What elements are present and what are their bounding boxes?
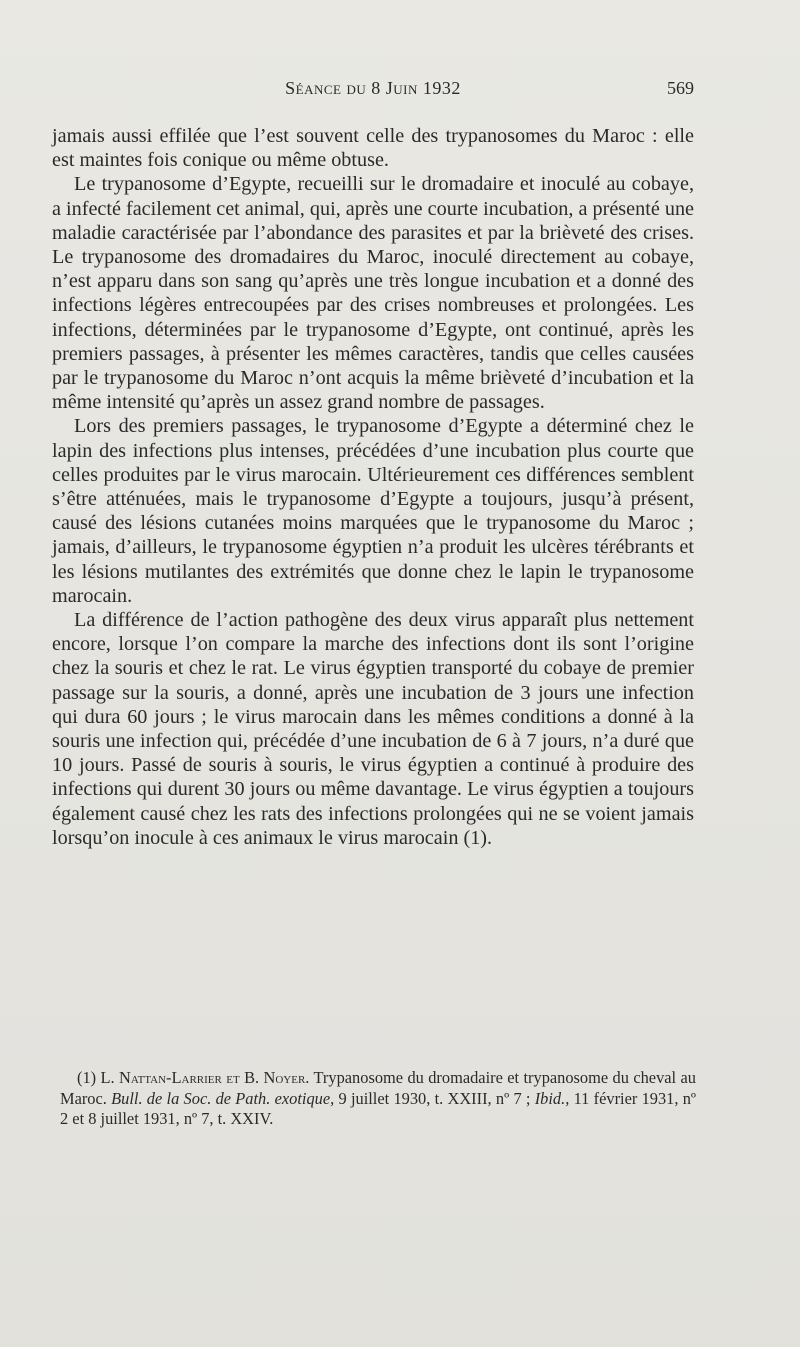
footnote-marker: (1): [77, 1068, 97, 1087]
paragraph: jamais aussi effilée que l’est souvent celle des trypanosomes du Maroc : elle est maintes fois conique ou même obtuse.: [52, 125, 694, 172]
footnote-ibid: Ibid.,: [534, 1088, 570, 1108]
body-text: [52, 124, 694, 850]
running-head: Séance du 8 Juin 1932: [285, 78, 461, 98]
paragraph: Le trypanosome d’Egypte, recueilli sur le dromadaire et inoculé au cobaye, a infecté facilement cet animal, qui, après une courte incubation, a présenté une maladie caractérisée par l’abondance des parasites et par la brièveté des crises. Le trypanosome des dromadaires du Maroc, inoculé directement au cobaye, n’est apparu dans son sang qu’après une très longue incubation et a donné des infections légères entrecoupées par des crises nombreuses et prolongées. Les infections, déterminées par le trypanosome d’Egypte, ont continué, après les premiers passages, à présenter les mêmes caractères, tandis que celles causées par le trypanosome du Maroc n’ont acquis la même brièveté d’incubation et la même intensité qu’après un assez grand nombre de passages.: [52, 173, 694, 414]
footnote-title: Trypanosome du dromadaire et trypanosome du cheval au Maroc.: [60, 1068, 696, 1108]
footnote: [60, 1068, 696, 1130]
footnote-authors: L. Nattan-Larrier et B. Noyer.: [100, 1068, 310, 1087]
paragraph: La différence de l’action pathogène des deux virus apparaît plus nettement encore, lorsque l’on compare la marche des infections dont ils sont l’origine chez la souris et chez le rat. Le virus égyptien transporté du cobaye de premier passage sur la souris, a donné, après une incubation de 3 jours une infection qui dura 60 jours ; le virus marocain dans les mêmes conditions a donné à la souris une infection qui, précédée d’une incubation de 6 à 7 jours, n’a duré que 10 jours. Passé de souris à souris, le virus égyptien a continué à produire des infections qui durent 30 jours ou même davantage. Le virus égyptien a toujours également causé chez les rats des infections prolongées qui ne se voient jamais lorsqu’on inocule à ces animaux le virus marocain (1).: [52, 609, 694, 849]
footnote-journal: Bull. de la Soc. de Path. exotique,: [111, 1088, 335, 1108]
footnote-ref1: 9 juillet 1930, t. XXIII, nº 7 ;: [338, 1088, 531, 1108]
page-header: [52, 78, 694, 106]
footnote-ref2: 11 février 1931, nº 2 et 8 juillet 1931, nº 7, t. XXIV.: [60, 1088, 696, 1128]
page-number: 569: [667, 78, 694, 98]
paragraph: Lors des premiers passages, le trypanosome d’Egypte a déterminé chez le lapin des infections plus intenses, précédées d’une incubation plus courte que celles produites par le virus marocain. Ultérieurement ces différences semblent s’être atténuées, mais le trypanosome d’Egypte a toujours, jusqu’à présent, causé des lésions cutanées moins marquées que le trypanosome du Maroc ; jamais, d’ailleurs, le trypanosome égyptien n’a produit les ulcères térébrants et les lésions mutilantes des extrémités que donne chez le lapin le trypanosome marocain.: [52, 415, 694, 607]
